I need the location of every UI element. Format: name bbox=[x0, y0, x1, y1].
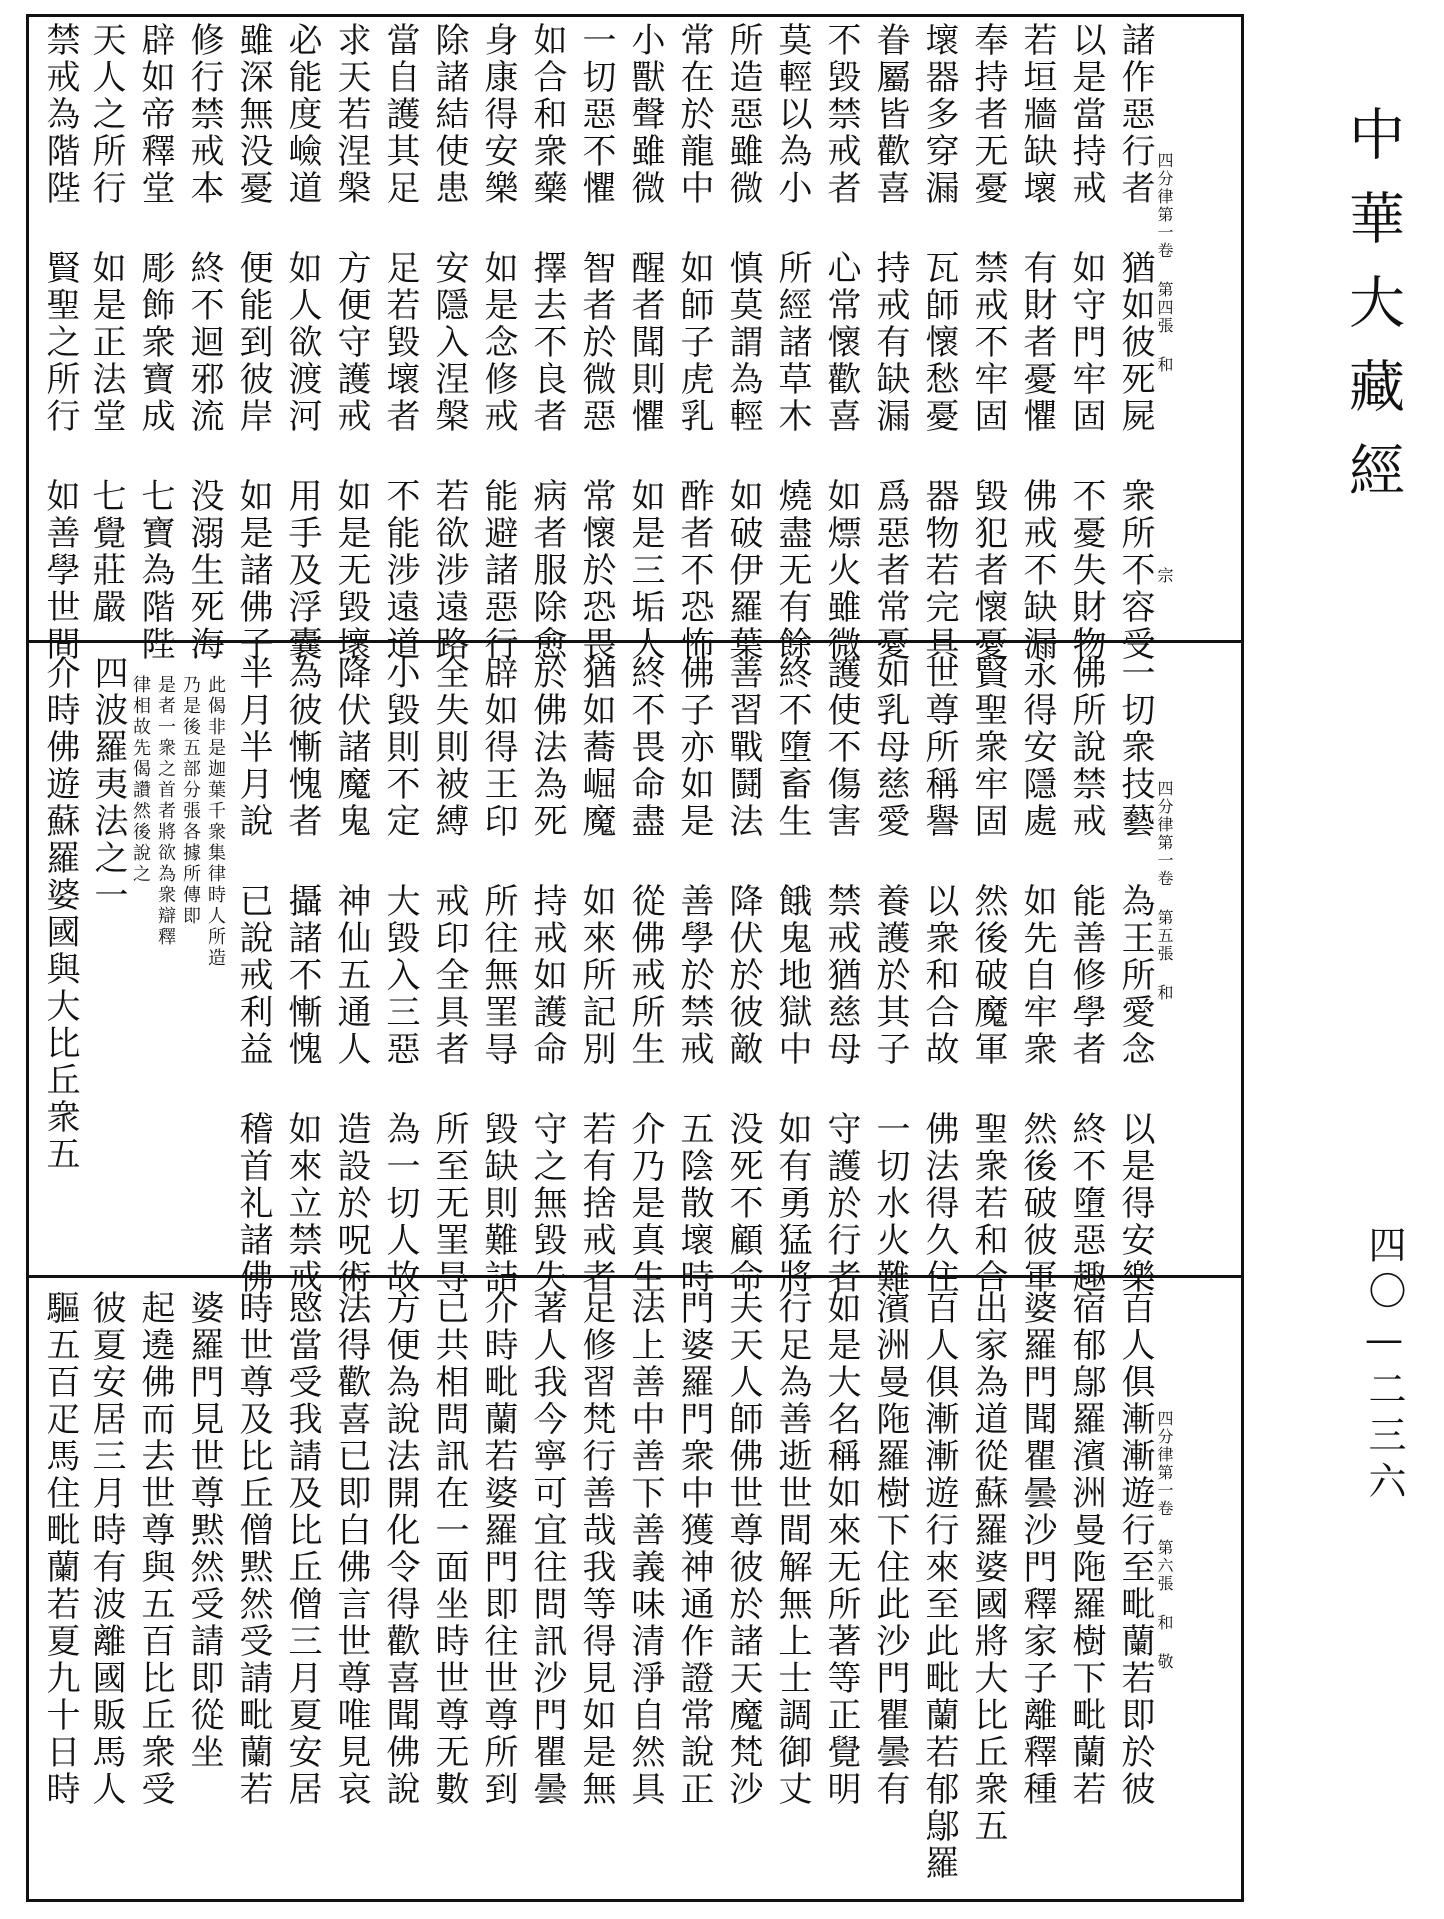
text-column: 介時毗蘭若婆羅門即往世尊所到 bbox=[478, 1290, 518, 1808]
marginal-label: 四分律第一卷 第五張 和 bbox=[1155, 780, 1174, 1002]
text-column: 猶如蕎崛魔 如來所記別 若有捨戒者 bbox=[576, 655, 616, 1296]
text-column: 方便為說法開化令得歡喜聞佛說 bbox=[380, 1290, 420, 1808]
text-column: 求天若涅槃 方便守護戒 如是无毀壞 bbox=[331, 22, 371, 663]
text-column: 降伏諸魔鬼 神仙五通人 造設於呪術 bbox=[331, 655, 371, 1296]
text-column: 修行禁戒本 終不迴邪流 没溺生死海 bbox=[184, 22, 224, 663]
text-column: 為彼慚愧者 攝諸不慚愧 如來立禁戒 bbox=[282, 655, 322, 1296]
text-column: 一切惡不懼 智者於微惡 常懷於恐畏 bbox=[576, 22, 616, 663]
annotation-column: 律相故先偈讚然後說之 bbox=[130, 675, 151, 885]
text-column: 諸作惡行者 猶如彼死屍 衆所不容受 bbox=[1115, 22, 1155, 663]
text-column: 若垣牆缺壞 有財者憂懼 佛戒不缺漏 bbox=[1017, 22, 1057, 663]
text-column: 善習戰鬪法 降伏於彼敵 没死不顧命 bbox=[723, 655, 763, 1296]
text-column: 小獸聲雖微 醒者聞則懼 如是三垢人 bbox=[625, 22, 665, 663]
text-column: 必能度嶮道 如人欲渡河 用手及浮囊 bbox=[282, 22, 322, 663]
annotation-column: 乃是後五部分張各據所傳即 bbox=[180, 675, 201, 927]
text-column: 佛所說禁戒 能善修學者 終不墮惡趣 bbox=[1066, 655, 1106, 1296]
text-column: 濱洲曼陁羅樹下住此沙門瞿曇有 bbox=[870, 1290, 910, 1808]
text-column: 法上善中善下善義味清淨自然具 bbox=[625, 1290, 665, 1808]
text-column: 當自護其足 足若毀壞者 不能涉遠道 bbox=[380, 22, 420, 663]
text-column: 門婆羅門衆中獲神通作證常說正 bbox=[674, 1290, 714, 1808]
text-column: 不毀禁戒者 心常懷歡喜 如熛火雖微 bbox=[821, 22, 861, 663]
text-column: 時世尊及比丘僧黙然受請毗蘭若 bbox=[233, 1290, 273, 1808]
text-column: 百人俱漸漸遊行來至此毗蘭若郁鄔羅 bbox=[919, 1290, 959, 1882]
text-column: 如是大名稱如來无所著等正覺明 bbox=[821, 1290, 861, 1808]
text-column: 佛子亦如是 善學於禁戒 五陰散壞時 bbox=[674, 655, 714, 1296]
text-column: 所造惡雖微 慎莫謂為輕 如破伊羅葉 bbox=[723, 22, 763, 663]
text-column: 介時佛遊蘇羅婆國與大比丘衆五 bbox=[40, 655, 80, 1173]
text-column: 天人之所行 如是正法堂 七覺莊嚴 bbox=[86, 22, 126, 626]
text-column: 奉持者无憂 禁戒不牢固 毀犯者懷憂 bbox=[968, 22, 1008, 663]
text-column: 禁戒為階陛 賢聖之所行 如善學世間 bbox=[40, 22, 80, 663]
text-column: 壞器多穿漏 瓦師懷愁憂 器物若完具 bbox=[919, 22, 959, 663]
text-column: 護使不傷害 禁戒猶慈母 守護於行者 bbox=[821, 655, 861, 1296]
collection-title: 中華大藏經 bbox=[1340, 105, 1405, 525]
text-column: 婆羅門聞瞿曇沙門釋家子離釋種 bbox=[1017, 1290, 1057, 1808]
text-column: 驅五百疋馬住毗蘭若夏九十日時 bbox=[40, 1290, 80, 1808]
text-column: 小毀則不定 大毀入三惡 為一切人故 bbox=[380, 655, 420, 1296]
text-column: 出家為道從蘇羅婆國將大比丘衆五 bbox=[968, 1290, 1008, 1845]
text-column: 辟如帝釋堂 彫飾衆寶成 七寶為階陛 bbox=[135, 22, 175, 663]
page-number: 四〇—二三六 bbox=[1362, 1225, 1406, 1507]
marginal-mark: 宗 bbox=[1155, 567, 1174, 585]
text-column: 宿郁鄔羅濱洲曼陁羅樹下毗蘭若 bbox=[1066, 1290, 1106, 1808]
text-column: 永得安隱處 如先自牢衆 然後破彼軍 bbox=[1017, 655, 1057, 1296]
marginal-label: 四分律第一卷 第六張 和 敬 bbox=[1155, 1410, 1174, 1671]
annotation-column: 是者一衆之首者將欲為衆辯釋 bbox=[155, 675, 176, 948]
text-column: 常在於龍中 如師子虎乳 酢者不恐怖 bbox=[674, 22, 714, 663]
text-column: 法得歡喜已即白佛言世尊唯見哀 bbox=[331, 1290, 371, 1808]
text-column: 眷屬皆歡喜 持戒有缺漏 爲惡者常憂 bbox=[870, 22, 910, 663]
text-column: 夫天人師佛世尊彼於諸天魔梵沙 bbox=[723, 1290, 763, 1808]
text-column: 百人俱漸漸遊行至毗蘭若即於彼 bbox=[1115, 1290, 1155, 1808]
text-column: 足修習梵行善哉我等得見如是無 bbox=[576, 1290, 616, 1808]
text-column: 終不畏命盡 從佛戒所生 介乃是真生 bbox=[625, 655, 665, 1296]
text-column: 全失則被縛 戒印全具者 所至无罣㝵 bbox=[429, 655, 469, 1296]
annotation-column: 此偈非是迦葉千衆集律時人所造 bbox=[205, 675, 226, 969]
text-column: 雖深無没憂 便能到彼岸 如是諸佛子 bbox=[233, 22, 273, 663]
text-column: 起遶佛而去世尊與五百比丘衆受 bbox=[135, 1290, 175, 1808]
text-column: 身康得安樂 如是念修戒 能避諸惡行 bbox=[478, 22, 518, 663]
text-column: 著人我今寧可宜往問訊沙門瞿曇 bbox=[527, 1290, 567, 1808]
text-panel-1 bbox=[40, 22, 1230, 663]
text-column: 半月半月說 已說戒利益 稽首礼諸佛 bbox=[233, 655, 273, 1296]
text-column: 行足為善逝世間解無上士調御丈 bbox=[772, 1290, 812, 1808]
text-column: 已共相問訊在一面坐時世尊无數 bbox=[429, 1290, 469, 1808]
text-column: 如乳母慈愛 養護於其子 一切水火難 bbox=[870, 655, 910, 1296]
text-column: 賢聖衆牢固 然後破魔軍 聖衆若和合 bbox=[968, 655, 1008, 1296]
text-column: 世尊所稱譽 以衆和合故 佛法得久住 bbox=[919, 655, 959, 1296]
text-column: 愍當受我請及比丘僧三月夏安居 bbox=[282, 1290, 322, 1808]
marginal-label: 四分律第一卷 第四張 和 bbox=[1155, 152, 1174, 374]
text-column: 以是當持戒 如守門牢固 不憂失財物 bbox=[1066, 22, 1106, 663]
section-title: 四波羅夷法之一 bbox=[88, 655, 128, 914]
text-column: 一切衆技藝 為王所愛念 以是得安樂 bbox=[1115, 655, 1155, 1296]
text-column: 除諸結使患 安隱入涅槃 若欲涉遠路 bbox=[429, 22, 469, 663]
text-column: 彼夏安居三月時有波離國販馬人 bbox=[86, 1290, 126, 1808]
text-column: 終不墮畜生 餓鬼地獄中 如有勇猛將 bbox=[772, 655, 812, 1296]
text-panel-3 bbox=[40, 1290, 1230, 1890]
text-column: 婆羅門見世尊黙然受請即從坐 bbox=[184, 1290, 224, 1771]
text-column: 於佛法為死 持戒如護命 守之無毀失 bbox=[527, 655, 567, 1296]
text-column: 莫輕以為小 所經諸草木 燒盡无有餘 bbox=[772, 22, 812, 663]
text-column: 辟如得王印 所往無罣㝵 毀缺則難詰 bbox=[478, 655, 518, 1296]
text-panel-2 bbox=[40, 655, 1230, 1296]
text-column: 如合和衆藥 擇去不良者 病者服除愈 bbox=[527, 22, 567, 663]
